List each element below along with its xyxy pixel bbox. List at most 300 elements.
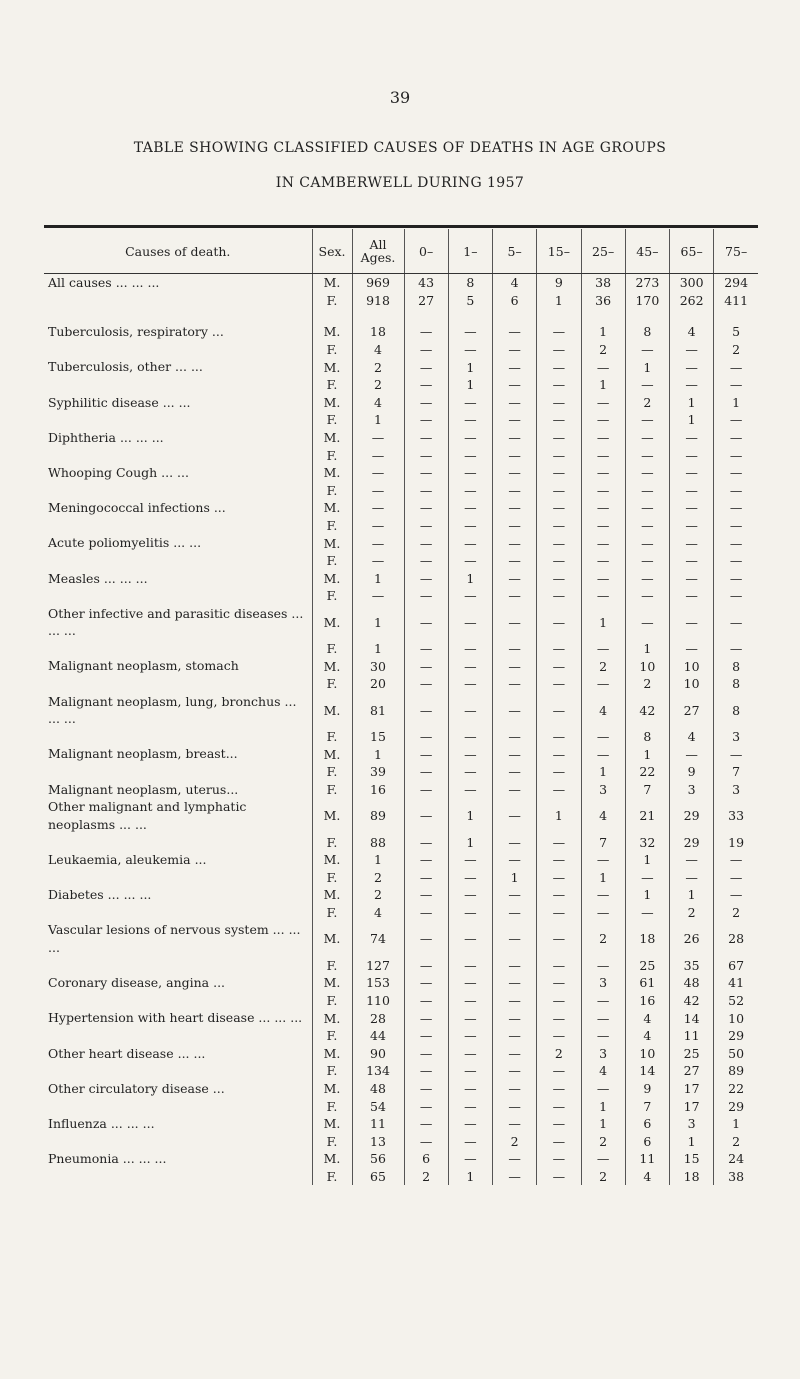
all-ages-cell: 18	[352, 323, 404, 341]
age-group-cell: —	[537, 1027, 581, 1045]
header-age-65: 65–	[670, 229, 714, 274]
all-ages-cell: 16	[352, 781, 404, 799]
age-group-cell: 29	[670, 798, 714, 833]
age-group-cell: —	[493, 974, 537, 992]
cause-cell	[44, 341, 312, 359]
age-group-cell: —	[448, 781, 492, 799]
age-group-cell: 2	[670, 904, 714, 922]
age-group-cell: —	[404, 464, 448, 482]
age-group-cell: —	[448, 886, 492, 904]
age-group-cell: —	[625, 869, 669, 887]
age-group-cell: —	[404, 587, 448, 605]
age-group-cell: —	[581, 992, 625, 1010]
age-group-cell: —	[670, 534, 714, 552]
table-row	[44, 323, 758, 341]
age-group-cell: —	[714, 851, 758, 869]
age-group-cell: —	[448, 675, 492, 693]
age-group-cell: —	[493, 763, 537, 781]
age-group-cell: —	[537, 992, 581, 1010]
age-group-cell: 35	[670, 957, 714, 975]
all-ages-cell: —	[352, 517, 404, 535]
age-group-cell: —	[493, 851, 537, 869]
age-group-cell: —	[537, 605, 581, 640]
age-group-cell: —	[404, 376, 448, 394]
age-group-cell: —	[537, 552, 581, 570]
age-group-cell: —	[404, 358, 448, 376]
age-group-cell: —	[493, 921, 537, 956]
table-row	[44, 429, 758, 447]
table-row	[44, 974, 758, 992]
cause-cell	[44, 552, 312, 570]
age-group-cell: 29	[714, 1097, 758, 1115]
age-group-cell: 22	[714, 1080, 758, 1098]
cause-cell: Malignant neoplasm, stomach	[48, 658, 239, 674]
age-group-cell: 1	[625, 358, 669, 376]
table-row	[44, 921, 758, 956]
age-group-cell: —	[537, 446, 581, 464]
table-subtitle: IN CAMBERWELL DURING 1957	[275, 175, 525, 191]
all-ages-cell: 54	[352, 1097, 404, 1115]
sex-cell: F.	[312, 341, 352, 359]
age-group-cell: —	[448, 464, 492, 482]
age-group-cell: —	[493, 1062, 537, 1080]
age-group-cell: 2	[625, 675, 669, 693]
age-group-cell: —	[404, 886, 448, 904]
age-group-cell: 7	[581, 833, 625, 851]
sex-cell: M.	[312, 499, 352, 517]
age-group-cell: —	[670, 570, 714, 588]
age-group-cell: —	[448, 323, 492, 341]
header-row	[44, 229, 758, 274]
age-group-cell: 2	[581, 1168, 625, 1186]
age-group-cell: —	[493, 517, 537, 535]
age-group-cell: 5	[714, 323, 758, 341]
cause-cell	[44, 728, 312, 746]
table-row	[44, 1115, 758, 1133]
all-ages-cell: 1	[352, 851, 404, 869]
sex-cell: F.	[312, 992, 352, 1010]
table-row	[44, 886, 758, 904]
age-group-cell: —	[714, 869, 758, 887]
table-row	[44, 763, 758, 781]
age-group-cell: —	[537, 394, 581, 412]
age-group-cell: 1	[581, 1115, 625, 1133]
age-group-cell: 1	[670, 886, 714, 904]
age-group-cell: —	[581, 1150, 625, 1168]
age-group-cell: —	[714, 886, 758, 904]
age-group-cell: —	[448, 657, 492, 675]
age-group-cell: 38	[714, 1168, 758, 1186]
age-group-cell: —	[714, 358, 758, 376]
cause-cell	[44, 292, 312, 310]
age-group-cell: —	[404, 517, 448, 535]
cause-cell: Syphilitic disease ... ...	[48, 394, 191, 410]
age-group-cell: —	[404, 446, 448, 464]
age-group-cell: —	[537, 657, 581, 675]
sex-cell: M.	[312, 464, 352, 482]
all-ages-cell: —	[352, 587, 404, 605]
cause-cell	[44, 376, 312, 394]
age-group-cell: —	[404, 1080, 448, 1098]
age-group-cell: —	[404, 974, 448, 992]
sex-cell: M.	[312, 570, 352, 588]
age-group-cell: —	[493, 605, 537, 640]
sex-cell: F.	[312, 1168, 352, 1186]
cause-cell: Malignant neoplasm, uterus...	[48, 781, 239, 797]
age-group-cell: —	[581, 957, 625, 975]
age-group-cell: —	[670, 376, 714, 394]
age-group-cell: 4	[581, 1062, 625, 1080]
age-group-cell: —	[537, 482, 581, 500]
age-group-cell: 26	[670, 921, 714, 956]
age-group-cell: 43	[404, 274, 448, 292]
sex-cell: M.	[312, 429, 352, 447]
age-group-cell: —	[448, 605, 492, 640]
age-group-cell: 6	[493, 292, 537, 310]
all-ages-cell: 20	[352, 675, 404, 693]
age-group-cell: 1	[714, 1115, 758, 1133]
age-group-cell: 4	[625, 1009, 669, 1027]
age-group-cell: 22	[625, 763, 669, 781]
age-group-cell: —	[493, 1097, 537, 1115]
age-group-cell: —	[493, 323, 537, 341]
age-group-cell: —	[404, 728, 448, 746]
age-group-cell: 1	[448, 358, 492, 376]
header-all-ages: All Ages.	[352, 229, 404, 274]
age-group-cell: 3	[581, 781, 625, 799]
sex-cell: F.	[312, 904, 352, 922]
age-group-cell: 6	[625, 1133, 669, 1151]
age-group-cell: —	[537, 1097, 581, 1115]
age-group-cell: —	[670, 341, 714, 359]
cause-cell: Pneumonia ... ... ...	[48, 1151, 167, 1167]
age-group-cell: —	[493, 499, 537, 517]
cause-cell: Tuberculosis, respiratory ...	[48, 324, 224, 340]
age-group-cell: —	[448, 745, 492, 763]
age-group-cell: 33	[714, 798, 758, 833]
table-row	[44, 957, 758, 975]
age-group-cell: —	[404, 745, 448, 763]
table-row	[44, 657, 758, 675]
all-ages-cell: 1	[352, 745, 404, 763]
age-group-cell: —	[448, 1009, 492, 1027]
age-group-cell: —	[448, 517, 492, 535]
age-group-cell: —	[448, 1150, 492, 1168]
age-group-cell: —	[581, 499, 625, 517]
age-group-cell: —	[537, 323, 581, 341]
sex-cell: F.	[312, 587, 352, 605]
table-body	[44, 274, 758, 1186]
age-group-cell: —	[493, 904, 537, 922]
age-group-cell: —	[581, 534, 625, 552]
age-group-cell: —	[625, 429, 669, 447]
age-group-cell: —	[404, 763, 448, 781]
sex-cell: F.	[312, 763, 352, 781]
cause-cell: Measles ... ... ...	[48, 570, 148, 586]
age-group-cell: —	[670, 640, 714, 658]
age-group-cell: —	[670, 745, 714, 763]
age-group-cell: —	[493, 1115, 537, 1133]
age-group-cell: 1	[448, 570, 492, 588]
all-ages-cell: 30	[352, 657, 404, 675]
age-group-cell: —	[581, 745, 625, 763]
age-group-cell: —	[625, 605, 669, 640]
sex-cell: M.	[312, 974, 352, 992]
age-group-cell: —	[404, 534, 448, 552]
age-group-cell: —	[404, 833, 448, 851]
all-ages-cell: 4	[352, 394, 404, 412]
table-title: TABLE SHOWING CLASSIFIED CAUSES OF DEATHS IN AGE GROUPS	[133, 140, 667, 156]
table-row	[44, 1080, 758, 1098]
sex-cell: M.	[312, 921, 352, 956]
age-group-cell: 29	[714, 1027, 758, 1045]
age-group-cell: —	[670, 552, 714, 570]
age-group-cell: 1	[448, 376, 492, 394]
age-group-cell: —	[625, 904, 669, 922]
all-ages-cell: 1	[352, 411, 404, 429]
age-group-cell: 2	[581, 657, 625, 675]
age-group-cell: 1	[448, 1168, 492, 1186]
sex-cell: M.	[312, 745, 352, 763]
age-group-cell: —	[670, 587, 714, 605]
age-group-cell: —	[625, 534, 669, 552]
age-group-cell: 273	[625, 274, 669, 292]
age-group-cell: —	[404, 1097, 448, 1115]
age-group-cell: —	[714, 552, 758, 570]
age-group-cell: —	[714, 446, 758, 464]
age-group-cell: 4	[581, 693, 625, 728]
age-group-cell: —	[625, 482, 669, 500]
table-row	[44, 675, 758, 693]
table-row	[44, 587, 758, 605]
table-row	[44, 1150, 758, 1168]
age-group-cell: —	[448, 394, 492, 412]
age-group-cell: 24	[714, 1150, 758, 1168]
age-group-cell: —	[448, 763, 492, 781]
age-group-cell: 4	[493, 274, 537, 292]
age-group-cell: —	[493, 1027, 537, 1045]
age-group-cell: 170	[625, 292, 669, 310]
age-group-cell: —	[625, 341, 669, 359]
cause-cell: Whooping Cough ... ...	[48, 464, 189, 480]
age-group-cell: —	[493, 728, 537, 746]
age-group-cell: —	[581, 552, 625, 570]
cause-cell	[44, 411, 312, 429]
age-group-cell: —	[537, 675, 581, 693]
age-group-cell: —	[493, 552, 537, 570]
all-ages-cell: 110	[352, 992, 404, 1010]
age-group-cell: 4	[670, 323, 714, 341]
age-group-cell: —	[714, 464, 758, 482]
sex-cell: F.	[312, 675, 352, 693]
page-number: 39	[389, 88, 411, 107]
age-group-cell: —	[404, 640, 448, 658]
cause-cell	[44, 1133, 312, 1151]
age-group-cell: 2	[714, 1133, 758, 1151]
age-group-cell: —	[404, 341, 448, 359]
cause-cell: Malignant neoplasm, breast...	[48, 746, 238, 762]
age-group-cell: 7	[625, 1097, 669, 1115]
age-group-cell: —	[493, 833, 537, 851]
sex-cell: F.	[312, 1027, 352, 1045]
age-group-cell: —	[448, 921, 492, 956]
header-sex: Sex.	[312, 229, 352, 274]
cause-cell	[44, 957, 312, 975]
age-group-cell: —	[714, 499, 758, 517]
all-ages-cell: 1	[352, 640, 404, 658]
age-group-cell: —	[493, 587, 537, 605]
age-group-cell: 8	[448, 274, 492, 292]
sex-cell: M.	[312, 394, 352, 412]
table-row	[44, 781, 758, 799]
cause-cell	[44, 763, 312, 781]
age-group-cell: —	[493, 1150, 537, 1168]
age-group-cell: —	[493, 798, 537, 833]
table-row	[44, 341, 758, 359]
age-group-cell: 2	[581, 921, 625, 956]
cause-cell	[44, 1062, 312, 1080]
age-group-cell: —	[493, 1168, 537, 1186]
all-ages-cell: 74	[352, 921, 404, 956]
age-group-cell: —	[493, 745, 537, 763]
age-group-cell: —	[537, 570, 581, 588]
age-group-cell: —	[448, 640, 492, 658]
cause-cell: Vascular lesions of nervous system ... ... ...	[48, 922, 301, 955]
age-group-cell: —	[537, 376, 581, 394]
age-group-cell: 18	[625, 921, 669, 956]
age-group-cell: 2	[404, 1168, 448, 1186]
all-ages-cell: 1	[352, 605, 404, 640]
sex-cell: F.	[312, 781, 352, 799]
cause-cell	[44, 675, 312, 693]
age-group-cell: —	[625, 499, 669, 517]
age-group-cell: —	[448, 1133, 492, 1151]
age-group-cell: 27	[670, 693, 714, 728]
age-group-cell: —	[670, 482, 714, 500]
age-group-cell: 4	[670, 728, 714, 746]
age-group-cell: —	[404, 411, 448, 429]
all-ages-cell: 44	[352, 1027, 404, 1045]
sex-cell: M.	[312, 605, 352, 640]
cause-cell: Other infective and parasitic diseases ... ... ...	[48, 605, 304, 639]
age-group-cell: —	[670, 605, 714, 640]
age-group-cell: 1	[670, 1133, 714, 1151]
age-group-cell: —	[448, 587, 492, 605]
age-group-cell: 1	[625, 745, 669, 763]
table-row	[44, 992, 758, 1010]
cause-cell	[44, 992, 312, 1010]
age-group-cell: 10	[670, 657, 714, 675]
age-group-cell: —	[448, 851, 492, 869]
age-group-cell: 38	[581, 274, 625, 292]
age-group-cell: —	[448, 534, 492, 552]
table-row	[44, 446, 758, 464]
age-group-cell: 1	[537, 798, 581, 833]
age-group-cell: —	[493, 886, 537, 904]
age-group-cell: 10	[625, 657, 669, 675]
age-group-cell: —	[537, 851, 581, 869]
age-group-cell: —	[537, 728, 581, 746]
age-group-cell: —	[670, 851, 714, 869]
age-group-cell: —	[404, 869, 448, 887]
age-group-cell: —	[537, 464, 581, 482]
sex-cell: F.	[312, 1097, 352, 1115]
age-group-cell: —	[448, 1080, 492, 1098]
age-group-cell: —	[404, 499, 448, 517]
age-group-cell: —	[404, 1009, 448, 1027]
age-group-cell: —	[448, 992, 492, 1010]
sex-cell: M.	[312, 851, 352, 869]
cause-cell	[44, 1027, 312, 1045]
age-group-cell: 300	[670, 274, 714, 292]
age-group-cell: 2	[625, 394, 669, 412]
cause-cell	[44, 640, 312, 658]
table-row	[44, 1097, 758, 1115]
age-group-cell: —	[448, 957, 492, 975]
age-group-cell: 1	[581, 376, 625, 394]
age-group-cell: 2	[581, 341, 625, 359]
age-group-cell: —	[537, 745, 581, 763]
age-group-cell: —	[448, 869, 492, 887]
age-group-cell: —	[448, 446, 492, 464]
cause-cell: Diphtheria ... ... ...	[48, 429, 164, 445]
cause-cell: Meningococcal infections ...	[48, 500, 226, 516]
header-age-45: 45–	[625, 229, 669, 274]
age-group-cell: —	[537, 429, 581, 447]
age-group-cell: 32	[625, 833, 669, 851]
age-group-cell: 10	[670, 675, 714, 693]
age-group-cell: 10	[625, 1045, 669, 1063]
age-group-cell: 1	[448, 798, 492, 833]
age-group-cell: 42	[670, 992, 714, 1010]
age-group-cell: 1	[493, 869, 537, 887]
age-group-cell: —	[404, 957, 448, 975]
age-group-cell: —	[537, 957, 581, 975]
age-group-cell: —	[493, 1009, 537, 1027]
table-row	[44, 851, 758, 869]
age-group-cell: —	[537, 499, 581, 517]
age-group-cell: 1	[581, 869, 625, 887]
sex-cell: F.	[312, 1062, 352, 1080]
age-group-cell: —	[625, 570, 669, 588]
age-group-cell: —	[537, 358, 581, 376]
table-row	[44, 1045, 758, 1063]
table-row	[44, 394, 758, 412]
age-group-cell: —	[404, 921, 448, 956]
age-group-cell: 1	[625, 886, 669, 904]
all-ages-cell: 56	[352, 1150, 404, 1168]
age-group-cell: —	[493, 411, 537, 429]
age-group-cell: —	[537, 781, 581, 799]
table-row	[44, 904, 758, 922]
age-group-cell: —	[448, 552, 492, 570]
all-ages-cell: —	[352, 429, 404, 447]
sex-cell: F.	[312, 292, 352, 310]
age-group-cell: —	[448, 341, 492, 359]
all-ages-cell: 127	[352, 957, 404, 975]
age-group-cell: —	[581, 675, 625, 693]
age-group-cell: 3	[670, 1115, 714, 1133]
age-group-cell: —	[581, 358, 625, 376]
age-group-cell: 14	[625, 1062, 669, 1080]
age-group-cell: 3	[581, 1045, 625, 1063]
age-group-cell: 411	[714, 292, 758, 310]
age-group-cell: —	[670, 446, 714, 464]
age-group-cell: —	[493, 657, 537, 675]
all-ages-cell: 48	[352, 1080, 404, 1098]
age-group-cell: —	[448, 728, 492, 746]
age-group-cell: —	[493, 464, 537, 482]
